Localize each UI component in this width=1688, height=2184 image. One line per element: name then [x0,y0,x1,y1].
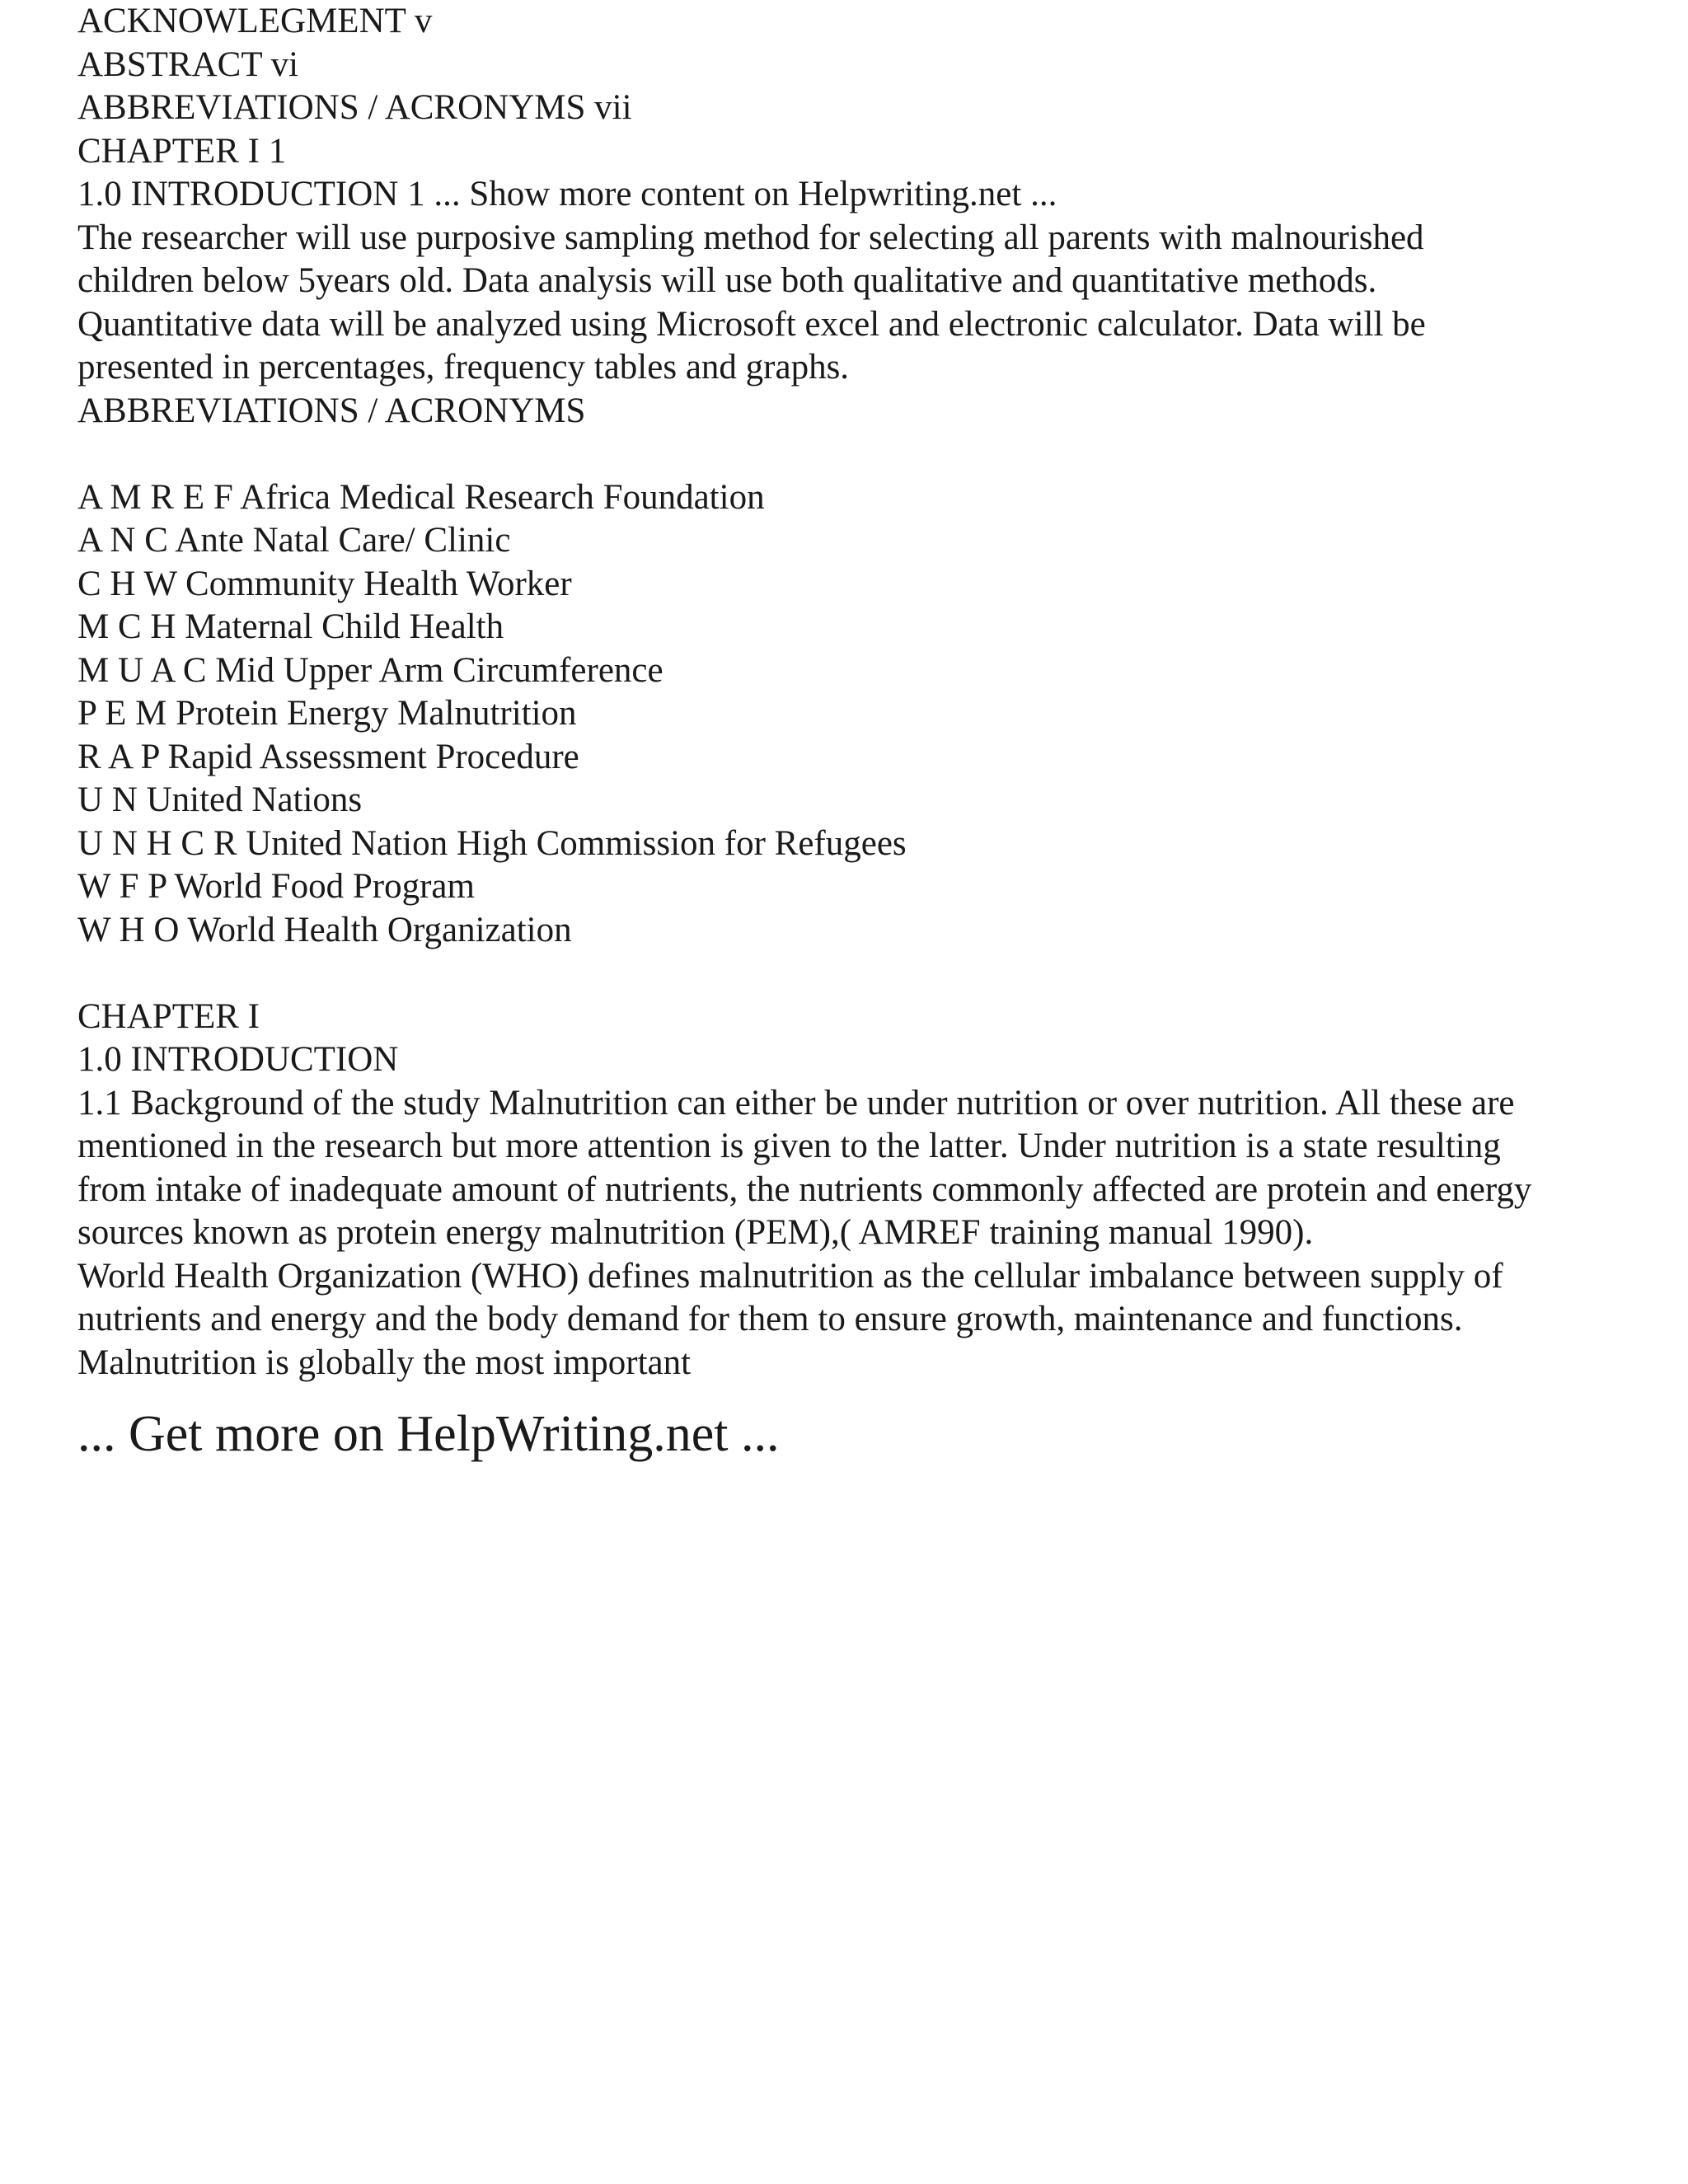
intro-line: Quantitative data will be analyzed using Microsoft excel and electronic calculator. Data will be [77,304,1426,344]
body-line: Malnutrition is globally the most important [77,1343,692,1382]
abbreviation-item: U N United Nations [77,780,363,819]
abbreviation-item: C H W Community Health Worker [77,564,572,603]
body-line: 1.1 Background of the study Malnutrition can either be under nutrition or over nutrition. All these are [77,1083,1515,1122]
abbreviation-item: R A P Rapid Assessment Procedure [77,737,579,776]
body-line: mentioned in the research but more attention is given to the latter. Under nutrition is a state resulting [77,1127,1501,1165]
toc-line: ACKNOWLEGMENT v [77,2,433,40]
body-line: nutrients and energy and the body demand for them to ensure growth, maintenance and functions. [77,1300,1463,1338]
body-line: from intake of inadequate amount of nutrients, the nutrients commonly affected are protein and energy [77,1169,1532,1209]
document-page [77,0,1643,1465]
abbreviation-item: W F P World Food Program [77,867,475,906]
abbreviations-heading: ABBREVIATIONS / ACRONYMS [77,391,586,430]
body-line: World Health Organization (WHO) defines malnutrition as the cellular imbalance between supply of [77,1256,1503,1296]
body-line: sources known as protein energy malnutrition (PEM),( AMREF training manual 1990). [77,1213,1314,1252]
toc-line: ABSTRACT vi [77,45,299,84]
abbreviation-item: A M R E F Africa Medical Research Foundation [77,477,765,517]
abbreviation-item: M C H Maternal Child Health [77,607,504,646]
section-heading: 1.0 INTRODUCTION [77,1040,399,1079]
abbreviation-item: W H O World Health Organization [77,910,572,949]
intro-line: The researcher will use purposive sampling method for selecting all parents with malnourished [77,218,1424,257]
spacer [77,1385,1643,1403]
abbreviation-item: U N H C R United Nation High Commission for Refugees [77,823,907,863]
toc-line: ABBREVIATIONS / ACRONYMS vii [77,88,632,127]
toc-line: CHAPTER I 1 [77,131,287,171]
chapter-heading: CHAPTER I [77,996,260,1036]
intro-line: children below 5years old. Data analysis will use both qualitative and quantitative methods. [77,261,1377,300]
intro-line: presented in percentages, frequency tables and graphs. [77,348,850,387]
spacer [77,952,1643,996]
abbreviation-item: A N C Ante Natal Care/ Clinic [77,521,511,560]
spacer [77,433,1643,476]
get-more-link[interactable]: ... Get more on HelpWriting.net ... [77,1406,780,1462]
abbreviation-item: M U A C Mid Upper Arm Circumference [77,650,663,690]
abbreviation-item: P E M Protein Energy Malnutrition [77,694,577,733]
toc-line-show-more: 1.0 INTRODUCTION 1 ... Show more content on Helpwriting.net ... [77,175,1057,213]
